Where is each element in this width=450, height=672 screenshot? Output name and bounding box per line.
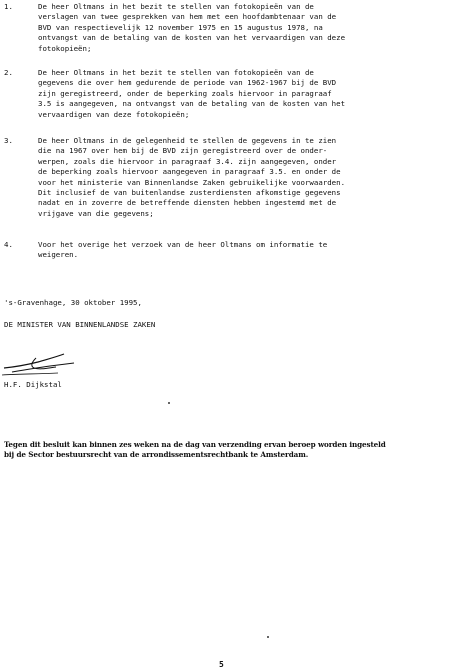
decision-item-4 <box>4 240 444 262</box>
text-line: nadat en in zoverre de betreffende diensten hebben ingestemd met de <box>38 198 337 208</box>
text-line: voor het ministerie van Binnenlandse Zaken gebruikelijke voorwaarden. <box>38 177 346 187</box>
scan-speck <box>168 402 170 404</box>
place-date: 's-Gravenhage, 30 oktober 1995, <box>4 298 142 307</box>
signatory-name: H.F. Dijkstal <box>4 380 62 389</box>
text-line: De heer Oltmans in het bezit te stellen van fotokopieën van de <box>38 68 314 77</box>
text-line: vrijgave van die gegevens; <box>38 208 154 218</box>
item-text <box>38 240 444 261</box>
appeal-note-line: bij de Sector bestuursrecht van de arrondissementsrechtbank te Amsterdam. <box>4 450 309 460</box>
signatory-title: DE MINISTER VAN BINNENLANDSE ZAKEN <box>4 320 156 329</box>
text-line: zijn geregistreerd, onder de beperking zoals hiervoor in paragraaf <box>38 88 332 98</box>
handwritten-signature <box>0 348 78 378</box>
text-line: De heer Oltmans in het bezit te stellen van fotokopieën van de <box>38 2 314 11</box>
item-text <box>38 68 444 120</box>
appeal-note-line: Tegen dit besluit kan binnen zes weken na de dag van verzending ervan beroep worden ingesteld <box>4 440 386 449</box>
text-line: weigeren. <box>38 250 79 260</box>
text-line: Dit inclusief de van buitenlandse zusterdiensten afkomstige gegevens <box>38 188 341 198</box>
decision-item-2 <box>4 68 444 122</box>
text-line: Voor het overige het verzoek van de heer Oltmans om informatie te <box>38 240 328 249</box>
text-line: De heer Oltmans in de gelegenheid te stellen de gegevens in te zien <box>38 136 337 145</box>
text-line: fotokopieën; <box>38 43 92 53</box>
text-line: gegevens die over hem gedurende de periode van 1962-1967 bij de BVD <box>38 78 337 88</box>
item-number: 1. <box>4 2 13 11</box>
item-number: 4. <box>4 240 13 249</box>
decision-item-1 <box>4 2 444 56</box>
scan-speck <box>267 636 269 638</box>
item-number: 2. <box>4 68 13 77</box>
text-line: de beperking zoals hiervoor aangegeven in paragraaf 3.5. en onder de <box>38 167 341 177</box>
appeal-note <box>4 440 450 461</box>
item-text <box>38 2 444 54</box>
text-line: ontvangst van de betaling van de kosten van het vervaardigen van deze <box>38 33 346 43</box>
text-line: werpen, zoals die hiervoor in paragraaf 3.4. zijn aangegeven, onder <box>38 156 337 166</box>
text-line: verslagen van twee gesprekken van hem met een hoofdambtenaar van de <box>38 12 337 22</box>
text-line: 3.5 is aangegeven, na ontvangst van de betaling van de kosten van het <box>38 99 346 109</box>
decision-item-3 <box>4 136 444 222</box>
text-line: die na 1967 over hem bij de BVD zijn geregistreerd over de onder- <box>38 146 328 156</box>
text-line: BVD van respectievelijk 12 november 1975 en 15 augustus 1978, na <box>38 22 323 32</box>
text-line: vervaardigen van deze fotokopieën; <box>38 109 190 119</box>
item-number: 3. <box>4 136 13 145</box>
item-text <box>38 136 444 219</box>
page-number: 5 <box>219 660 224 669</box>
